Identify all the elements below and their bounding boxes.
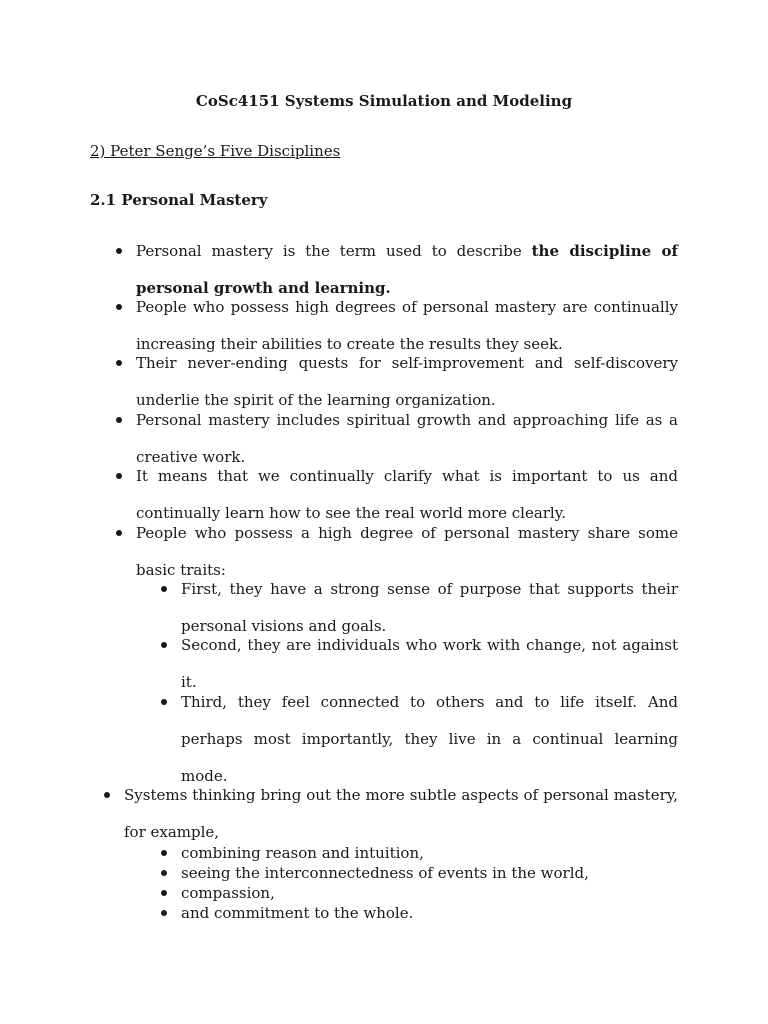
section-heading: 2) Peter Senge’s Five Disciplines xyxy=(90,142,341,160)
sub-list-item-text: compassion, xyxy=(181,884,275,902)
bullet-icon xyxy=(104,792,110,798)
bullet-icon xyxy=(161,642,167,648)
sub-list-item xyxy=(181,883,678,903)
bullet-icon xyxy=(116,248,122,254)
sub-list-item xyxy=(181,843,678,863)
bullet-icon xyxy=(116,473,122,479)
list-item-text: Their never-ending quests for self-improvement and self-discovery underlie the spirit of the learning organization. xyxy=(136,354,678,409)
bullet-icon xyxy=(161,870,167,876)
bullet-icon xyxy=(161,850,167,856)
list-item-bold-text: the discipline of personal growth and learning. xyxy=(136,242,678,297)
list-item-text: It means that we continually clarify what is important to us and continually learn how to see the real world more clearly. xyxy=(136,467,678,522)
sub-list-item-text: Second, they are individuals who work with change, not against it. xyxy=(181,636,678,691)
sub-list-item xyxy=(181,863,678,883)
bullet-icon xyxy=(161,890,167,896)
list-item-text: Personal mastery is the term used to describe xyxy=(136,242,532,260)
bullet-icon xyxy=(116,360,122,366)
sub-list-item-text: seeing the interconnectedness of events in the world, xyxy=(181,864,589,882)
bullet-icon xyxy=(116,304,122,310)
bullet-icon xyxy=(116,417,122,423)
bullet-icon xyxy=(161,586,167,592)
bullet-icon xyxy=(161,910,167,916)
list-item-text: Personal mastery includes spiritual growth and approaching life as a creative work. xyxy=(136,411,678,466)
list-item xyxy=(124,777,678,851)
subsection-heading: 2.1 Personal Mastery xyxy=(90,191,268,209)
list-item-text: People who possess a high degree of personal mastery share some basic traits: xyxy=(136,524,678,579)
sub-list-item xyxy=(181,903,678,923)
sub-list-item-text: First, they have a strong sense of purpose that supports their personal visions and goals. xyxy=(181,580,678,635)
sub-list-item-text: Third, they feel connected to others and to life itself. And perhaps most importantly, they live in a continual learning mode. xyxy=(181,693,678,785)
bullet-icon xyxy=(161,699,167,705)
list-item-text: People who possess high degrees of personal mastery are continually increasing their abilities to create the results they seek. xyxy=(136,298,678,353)
list-item-text: Systems thinking bring out the more subtle aspects of personal mastery, for example, xyxy=(124,786,678,841)
sub-list-item-text: and commitment to the whole. xyxy=(181,904,414,922)
bullet-icon xyxy=(116,530,122,536)
sub-list-item-text: combining reason and intuition, xyxy=(181,844,424,862)
document-title: CoSc4151 Systems Simulation and Modeling xyxy=(195,92,573,110)
